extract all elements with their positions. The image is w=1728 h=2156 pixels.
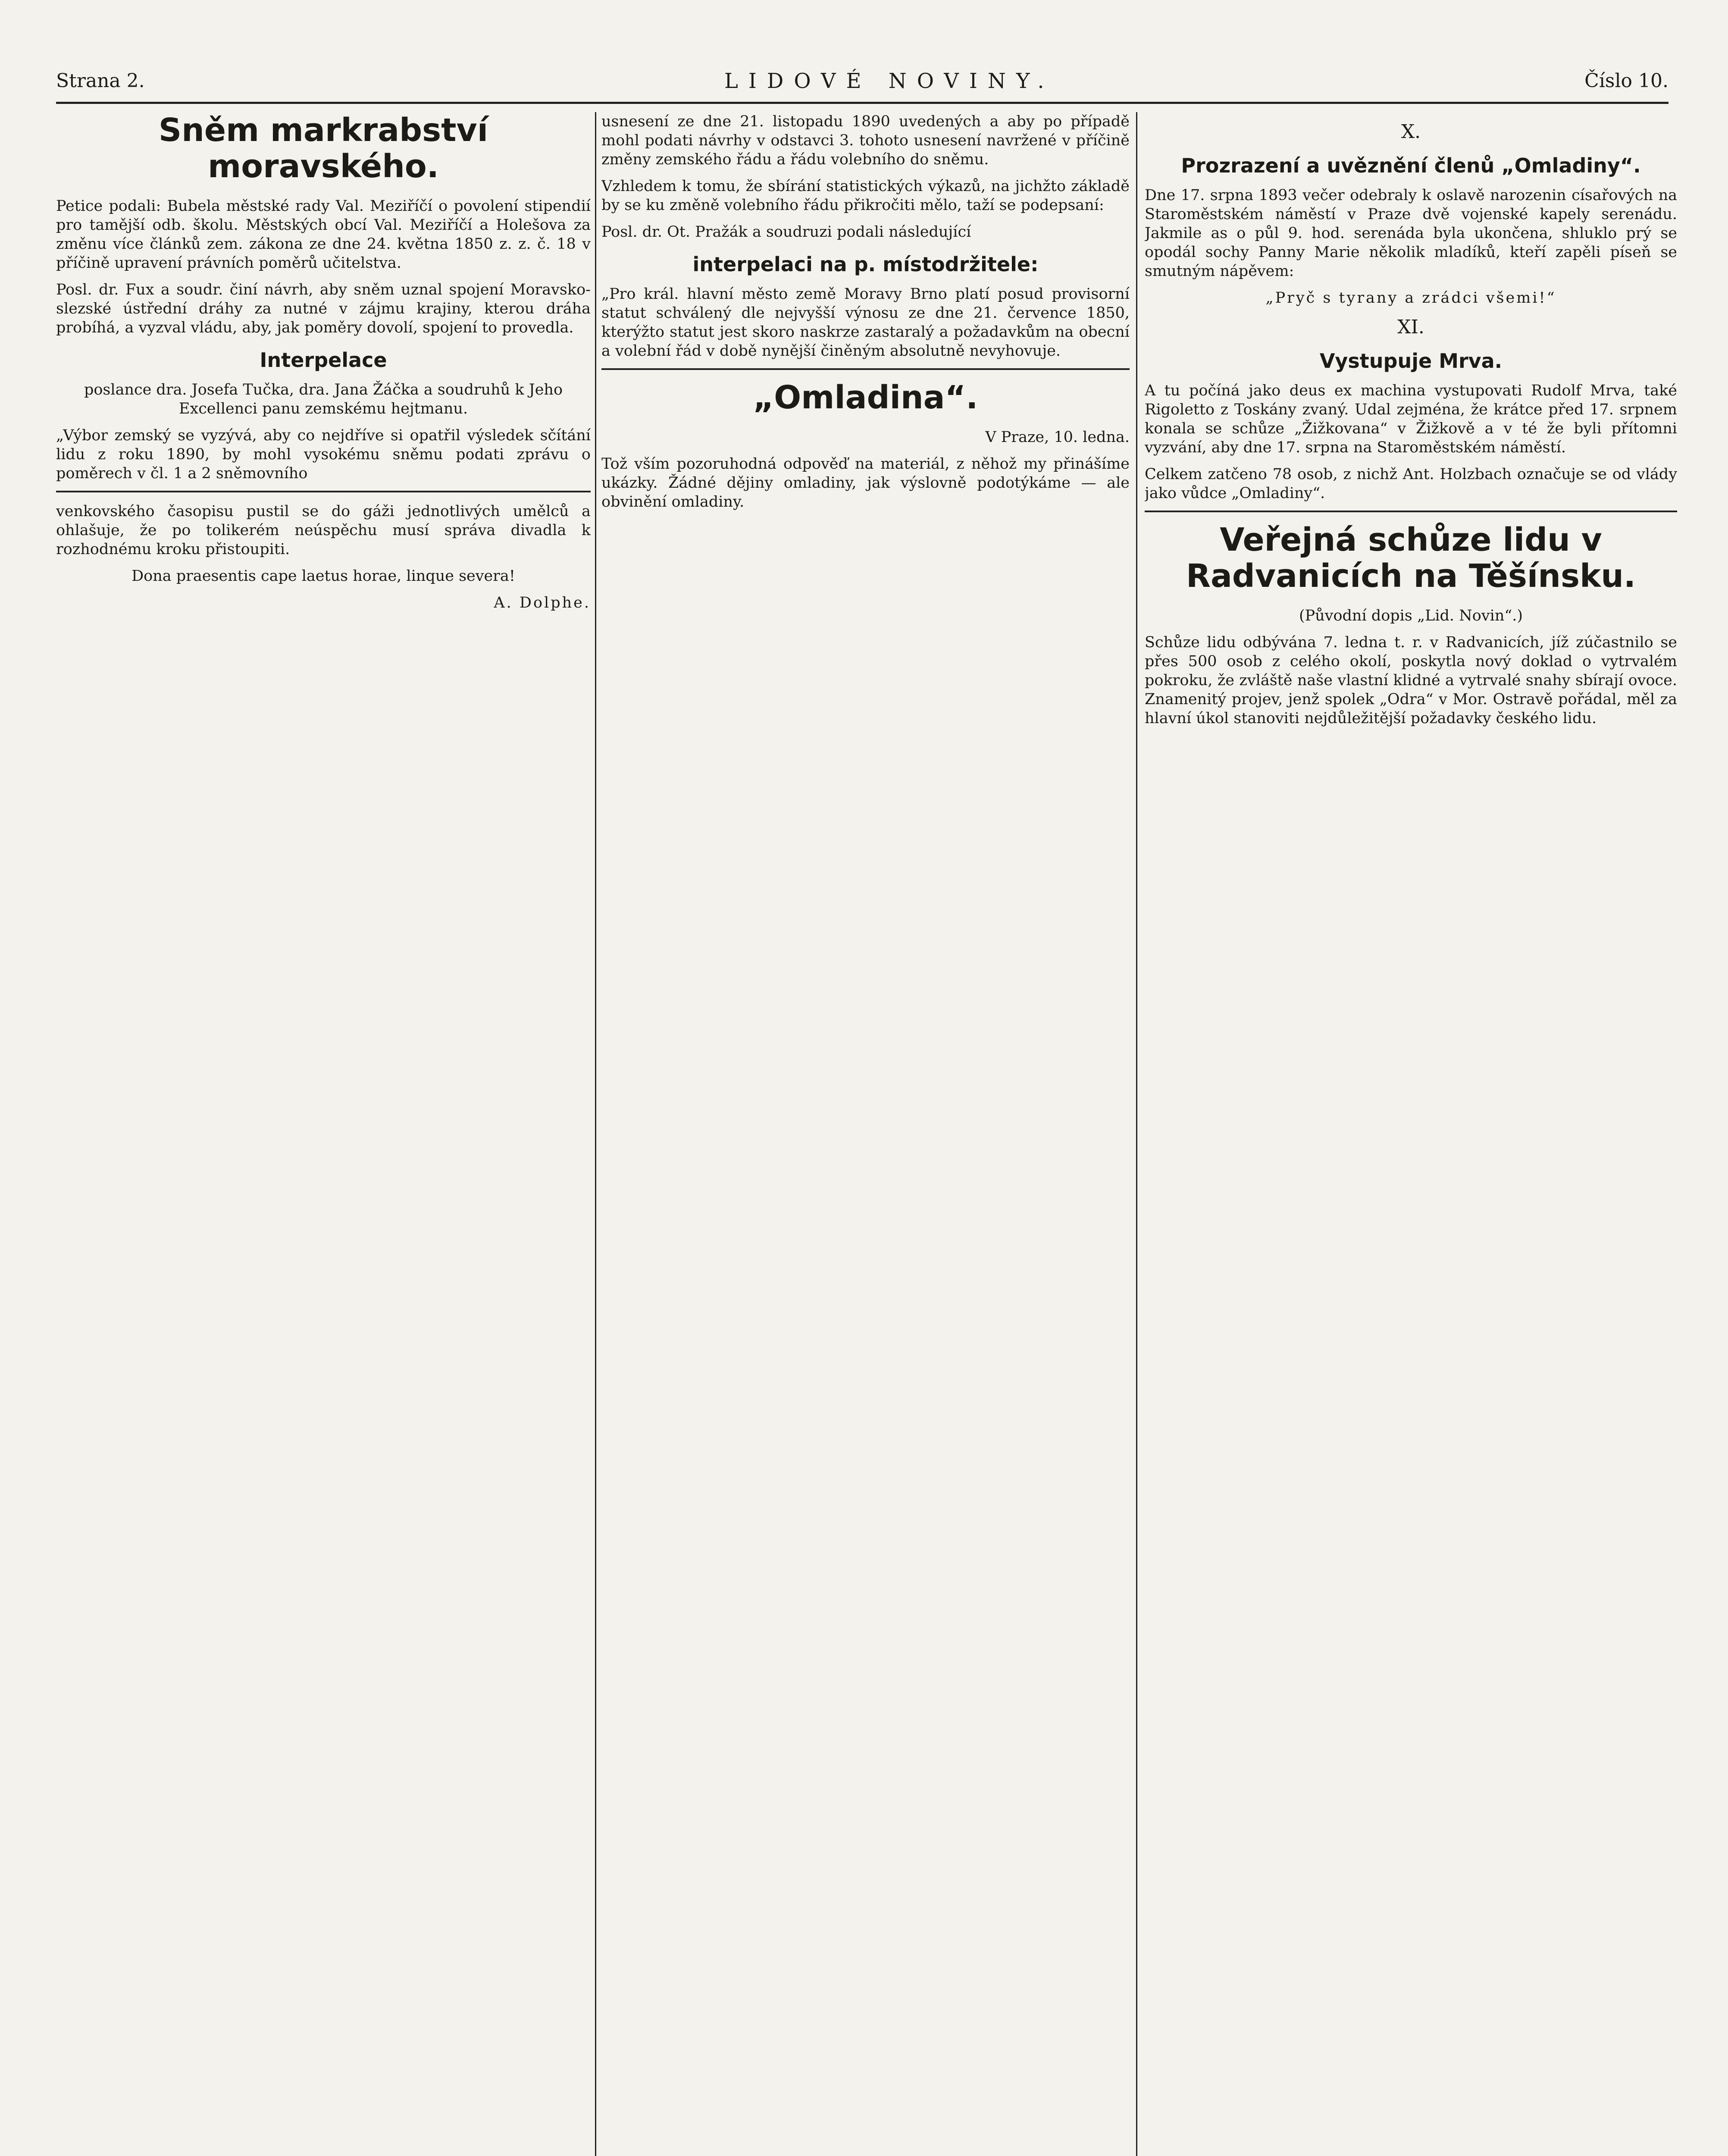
interpellation-heading: Interpelace: [260, 348, 387, 372]
column-rule-1: [595, 112, 596, 2156]
section-xi-title: Vystupuje Mrva.: [1319, 349, 1503, 373]
petitions-paragraph: Petice podali: Bubela městské rady Val. Meziříčí o povolení stipendií pro tamější odb. školu. Městských obcí Val. Meziříčí a Holešova za změnu více článků zem. zákona ze dne 24. května 1850 z. z. č. 18 v příčině upravení právních poměrů učitelstva.: [56, 197, 591, 272]
section-xi-text: A tu počíná jako deus ex machina vystupovati Rudolf Mrva, také Rigoletto z Toskány zvaný. Udal zejména, že krátce před 17. srpnem konala se schůze „Žižkovana“ v Žižkově a v té že byli přítomni vyzvání, aby dne 17. srpna na Staroměstském náměstí.: [1145, 382, 1677, 456]
column-2: [601, 112, 1130, 2156]
section-x-number: X.: [1401, 121, 1421, 143]
section-x-title: Prozrazení a uvěznění členů „Omladiny“.: [1181, 154, 1641, 177]
section-x-text: Dne 17. srpna 1893 večer odebraly k oslavě narozenin císařových na Staroměstském náměstí v Praze dvě vojenské kapely serenádu. Jakmile as o půl 9. hod. serenáda byla ukončena, shluklo prý se opodál sochy Panny Marie několik mladíků, kteří zapěli píseň se smutným nápěvem:: [1145, 187, 1677, 280]
column-1: [56, 112, 591, 2156]
article-title-sneme: Sněm markrabství moravského.: [158, 112, 488, 185]
feuilleton-divider: [56, 491, 591, 492]
interpellation-quote: „Výbor zemský se vyzývá, aby co nejdříve si opatřil výsledek sčítání lidu z roku 1890, by mohl vysokému sněmu podati zprávu o poměrech v čl. 1 a 2 sněmovního: [56, 427, 591, 482]
arrest-count: Celkem zatčeno 78 osob, z nichž Ant. Holzbach označuje se od vlády jako vůdce „Omladiny“.: [1145, 466, 1677, 502]
page-number: Strana 2.: [56, 70, 145, 92]
omladina-dateline: V Praze, 10. ledna.: [985, 429, 1130, 446]
brno-statute-text: „Pro král. hlavní město země Moravy Brno platí posud provisorní statut schválený dle nejvyšší výnosu ze dne 21. července 1850, kterýžto statut jest skoro naskrze zastaralý a požadavkům na obecní a volební řád v době nynější činěným absolutně nevyhovuje.: [601, 285, 1130, 360]
meeting-text: Schůze lidu odbývána 7. ledna t. r. v Radvanicích, jíž zúčastnilo se přes 500 osob z celého okolí, poskytla nový doklad o vytrvalém pokroku, že zvláště naše vlastní klidné a vytrvalé snahy sbírají ovoce. Znamenitý projev, jenž spolek „Odra“ v Mor. Ostravě pořádal, měl za hlavní úkol stanoviti nejdůležitější požadavky českého lidu.: [1145, 634, 1677, 727]
feuilleton-motto: Dona praesentis cape laetus horae, linque severa!: [131, 567, 515, 585]
omladina-divider: [601, 368, 1130, 370]
issue-number: Číslo 10.: [1584, 70, 1669, 92]
masthead: LIDOVÉ NOVINY.: [724, 69, 1055, 93]
omladina-text: Tož vším pozoruhodná odpověď na materiál, z něhož my přinášíme ukázky. Žádné dějiny omladiny, jak výslovně podotýkáme — ale obvinění omladiny.: [601, 455, 1130, 511]
feuilleton-text: venkovského časopisu pustil se do gáži jednotlivých umělců a ohlašuje, že po tolikerém neúspěchu musí správa divadla k rozhodnému kroku přistoupiti.: [56, 503, 591, 558]
column-rule-2: [1136, 112, 1137, 2156]
interpellation-subtitle: poslance dra. Josefa Tučka, dra. Jana Žáčka a soudruhů k Jeho Excellenci panu zemskému hejtmanu.: [84, 381, 563, 417]
meeting-title: Veřejná schůze lidu v Radvanicích na Těšínsku.: [1186, 521, 1636, 595]
newspaper-header: [56, 65, 1669, 99]
meeting-source: (Původní dopis „Lid. Novin“.): [1299, 607, 1523, 624]
omladina-song: „Pryč s tyrany a zrádci všemi!“: [1265, 289, 1556, 307]
continued-resolution: usnesení ze dne 21. listopadu 1890 uvedených a aby po případě mohl podati návrhy v odstavci 3. tohoto usnesení navržené v příčině změny zemského řádu a řádu volebního do sněmu.: [601, 113, 1130, 168]
inquiry-paragraph: Vzhledem k tomu, že sbírání statistických výkazů, na jichžto základě by se ku změně volebního řádu přikročiti mělo, taží se podepsaní:: [601, 178, 1130, 214]
fux-motion: Posl. dr. Fux a soudr. činí návrh, aby sněm uznal spojení Moravsko-slezské ústřední dráhy za nutné v zájmu krajiny, kterou dráha probíhá, a vyzval vládu, aby, jak poměry dovolí, spojení to provedla.: [56, 281, 591, 336]
omladina-title: „Omladina“.: [753, 379, 978, 416]
prazak-intro: Posl. dr. Ot. Pražák a soudruzi podali následující: [601, 223, 971, 241]
feuilleton-signature: A. Dolphe.: [494, 594, 591, 611]
section-xi-number: XI.: [1397, 316, 1424, 338]
governor-interpellation-heading: interpelaci na p. místodržitele:: [692, 253, 1039, 276]
column-3: [1145, 112, 1677, 2156]
header-rule: [56, 102, 1669, 104]
meeting-divider: [1145, 511, 1677, 512]
